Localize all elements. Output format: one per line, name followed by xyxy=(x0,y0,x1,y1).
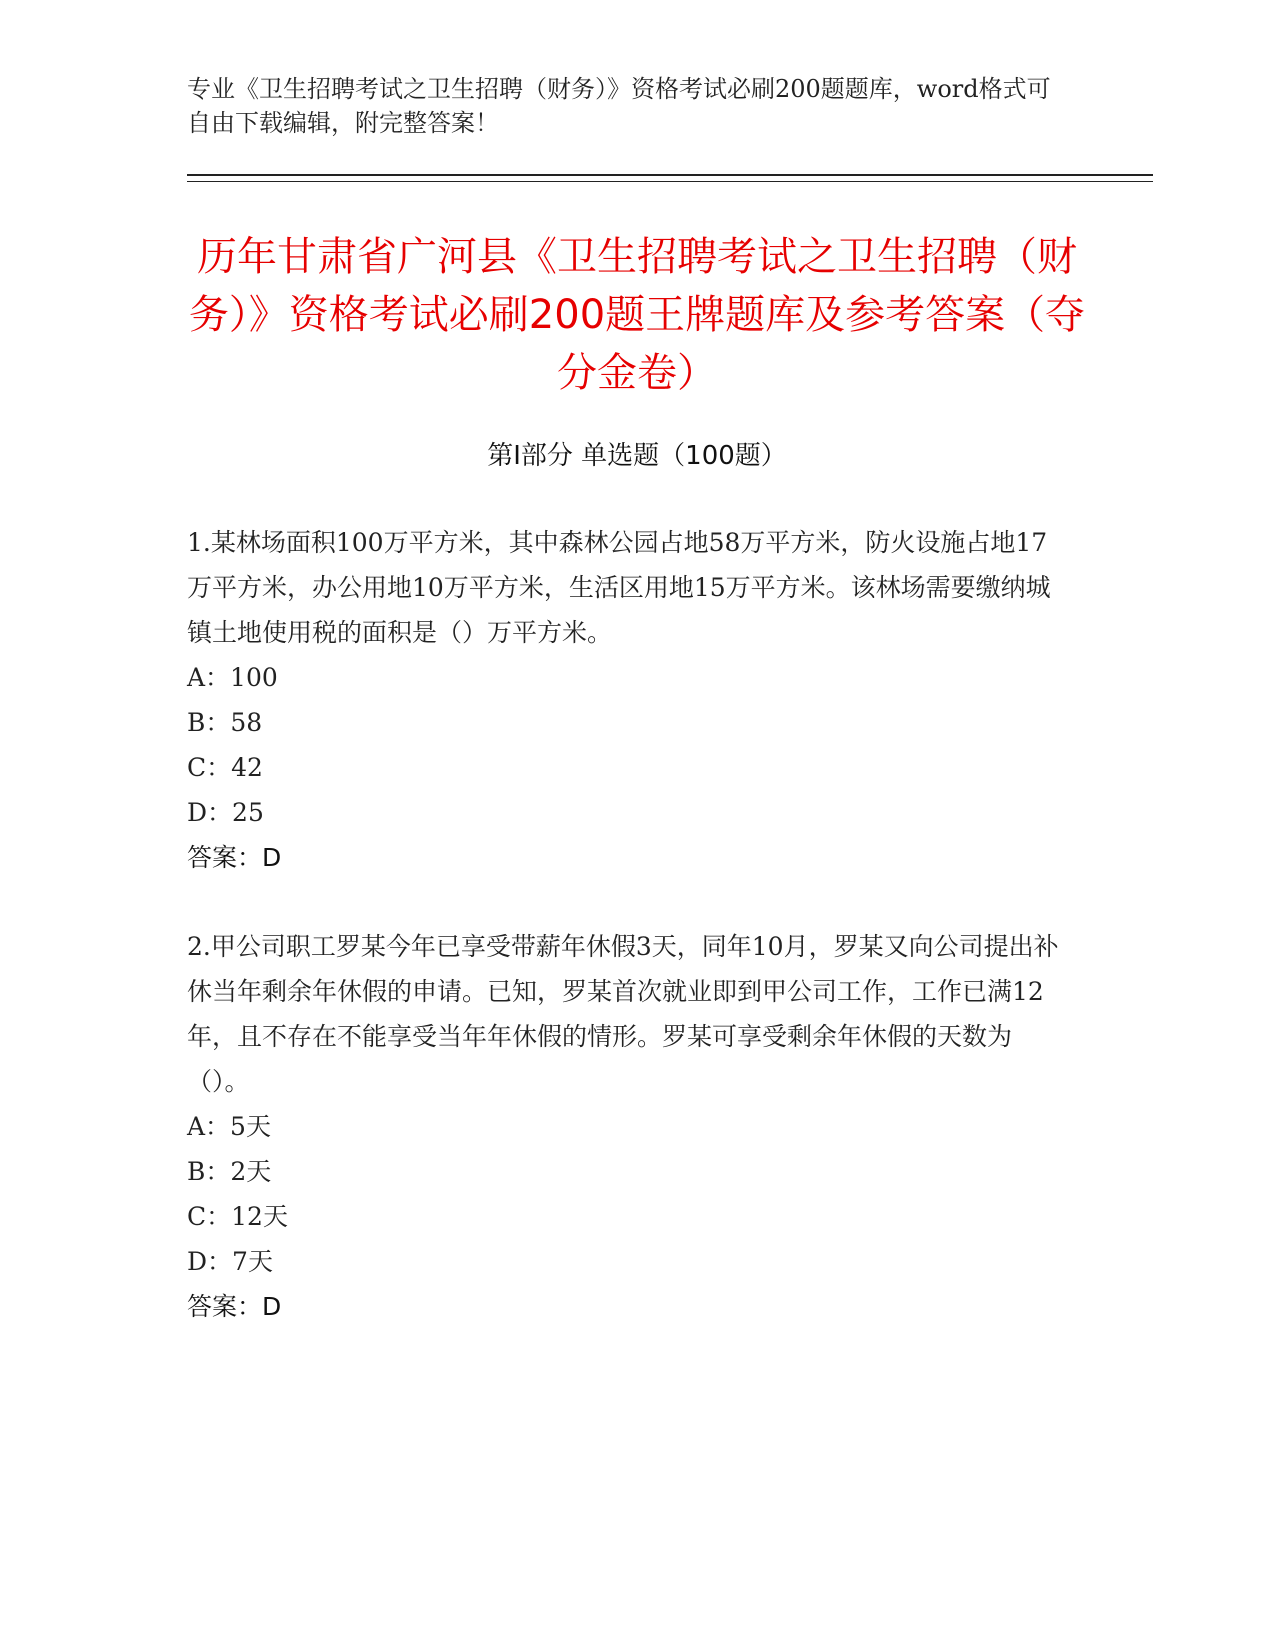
header-note: 专业《卫生招聘考试之卫生招聘（财务）》资格考试必刷200题题库，word格式可自由下载编辑，附完整答案！ xyxy=(187,75,1051,137)
section-heading: 第Ⅰ部分 单选题（100题） xyxy=(487,441,787,471)
question-text: 2.甲公司职工罗某今年已享受带薪年休假3天，同年10月，罗某又向公司提出补休当年剩余年休假的申请。已知，罗某首次就业即到甲公司工作，工作已满12年，且不存在不能享受当年年休假的情形。罗某可享受剩余年休假的天数为（）。 xyxy=(187,932,1059,1096)
header-rule-thick xyxy=(187,174,1153,176)
option-c: C：12天 xyxy=(187,1202,288,1231)
answer: 答案：D xyxy=(187,843,282,872)
option-a: A：5天 xyxy=(187,1112,271,1141)
header-rule-thin xyxy=(187,181,1153,182)
option-c: C：42 xyxy=(187,753,263,782)
option-d: D：7天 xyxy=(187,1247,273,1276)
question-2 xyxy=(187,924,1067,1329)
option-d: D：25 xyxy=(187,798,264,827)
answer: 答案：D xyxy=(187,1292,282,1321)
option-b: B：58 xyxy=(187,708,263,737)
question-list xyxy=(187,520,1067,1373)
option-a: A：100 xyxy=(187,663,278,692)
question-1 xyxy=(187,520,1067,880)
option-b: B：2天 xyxy=(187,1157,272,1186)
question-text: 1.某林场面积100万平方米，其中森林公园占地58万平方米，防火设施占地17万平方米，办公用地10万平方米，生活区用地15万平方米。该林场需要缴纳城镇土地使用税的面积是（）万平方米。 xyxy=(187,528,1051,647)
document-title: 历年甘肃省广河县《卫生招聘考试之卫生招聘（财务）》资格考试必刷200题王牌题库及参考答案（夺分金卷） xyxy=(188,234,1086,396)
